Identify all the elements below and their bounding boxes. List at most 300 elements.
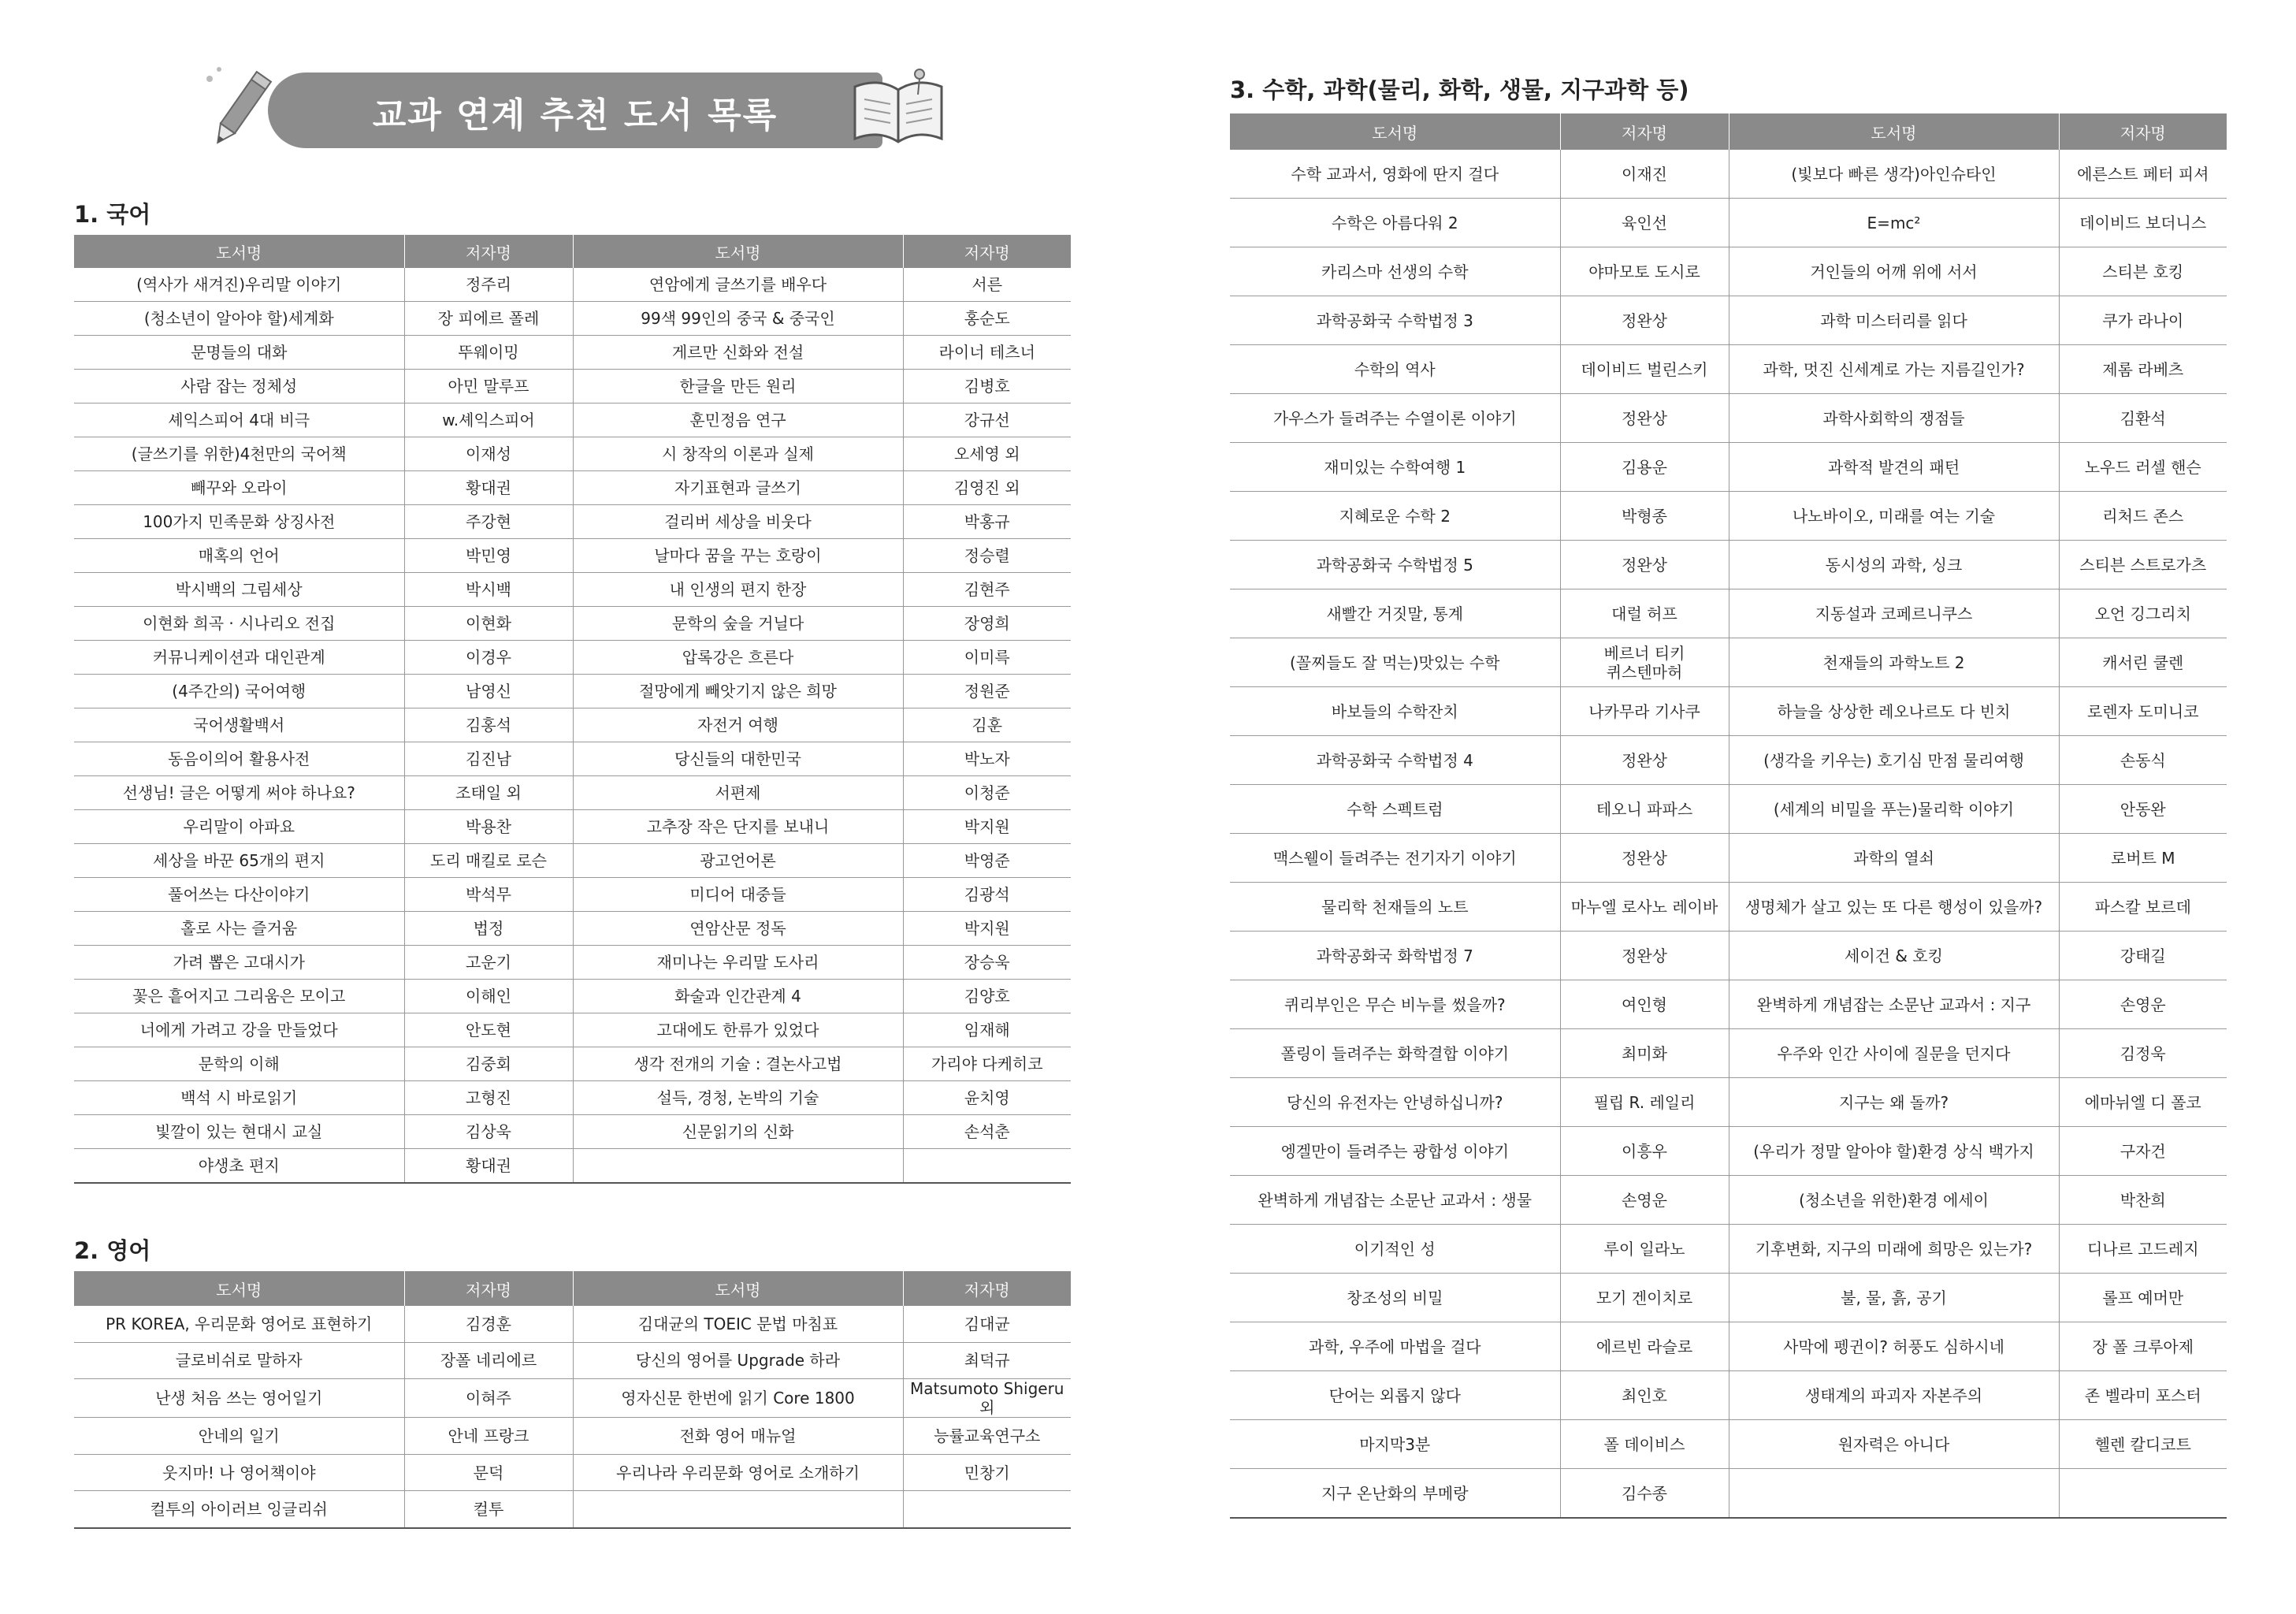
- author-cell: 박석무: [404, 878, 573, 912]
- author-cell: 데이비드 벌린스키: [1560, 345, 1729, 394]
- book-title-cell: 전화 영어 매뉴얼: [573, 1418, 903, 1455]
- book-title-cell: 박시백의 그림세상: [74, 573, 404, 607]
- table-row: [74, 844, 1071, 878]
- author-cell: 남영신: [404, 675, 573, 708]
- book-title-cell: 마지막3분: [1230, 1420, 1560, 1469]
- book-title-cell: 이현화 희곡 · 시나리오 전집: [74, 607, 404, 641]
- table-row: [74, 1149, 1071, 1184]
- book-title-cell: 과학의 열쇠: [1729, 834, 2059, 883]
- author-cell: 정완상: [1560, 834, 1729, 883]
- table-row: [74, 1342, 1071, 1379]
- author-cell: 박찬희: [2059, 1176, 2227, 1225]
- book-title-cell: (청소년을 위한)환경 에세이: [1729, 1176, 2059, 1225]
- book-title-cell: 셰익스피어 4대 비극: [74, 404, 404, 437]
- author-cell: 최덕규: [903, 1342, 1071, 1379]
- author-cell: 디나르 고드레지: [2059, 1225, 2227, 1274]
- book-title-cell: 재미나는 우리말 도사리: [573, 946, 903, 980]
- author-cell: 야마모토 도시로: [1560, 247, 1729, 296]
- table-row: [1230, 1078, 2227, 1127]
- author-cell: 필립 R. 레일리: [1560, 1078, 1729, 1127]
- table-row: [74, 370, 1071, 404]
- book-title-cell: 지혜로운 수학 2: [1230, 492, 1560, 541]
- author-cell: 김정욱: [2059, 1029, 2227, 1078]
- table-row: [1230, 1274, 2227, 1322]
- book-title-cell: 문학의 이해: [74, 1047, 404, 1081]
- author-cell: 루이 일라노: [1560, 1225, 1729, 1274]
- book-title-cell: 과학 미스터리를 읽다: [1729, 296, 2059, 345]
- book-title-cell: 절망에게 빼앗기지 않은 희망: [573, 675, 903, 708]
- section-title-korean: 1. 국어: [74, 201, 151, 228]
- table-row: [1230, 638, 2227, 687]
- table-row: [1230, 541, 2227, 589]
- table-row: [74, 1081, 1071, 1115]
- author-cell: 김상욱: [404, 1115, 573, 1149]
- table-row: [74, 878, 1071, 912]
- table-row: [1230, 443, 2227, 492]
- book-title-cell: 수학의 역사: [1230, 345, 1560, 394]
- book-title-cell: 과학적 발견의 패턴: [1729, 443, 2059, 492]
- table-row: [1230, 199, 2227, 247]
- column-header: 도서명: [573, 235, 903, 268]
- table-row: [74, 641, 1071, 675]
- author-cell: 이현화: [404, 607, 573, 641]
- author-cell: 모기 겐이치로: [1560, 1274, 1729, 1322]
- author-cell: 정원준: [903, 675, 1071, 708]
- author-cell: 쿠가 라나이: [2059, 296, 2227, 345]
- author-cell: 김광석: [903, 878, 1071, 912]
- book-title-cell: (4주간의) 국어여행: [74, 675, 404, 708]
- book-title-cell: 폴링이 들려주는 화학결합 이야기: [1230, 1029, 1560, 1078]
- book-title-cell: 카리스마 선생의 수학: [1230, 247, 1560, 296]
- column-header: 저자명: [2059, 113, 2227, 150]
- author-cell: 라이너 테츠너: [903, 336, 1071, 370]
- author-cell: 손영운: [2059, 980, 2227, 1029]
- author-cell: 정완상: [1560, 296, 1729, 345]
- author-cell: 에르빈 라슬로: [1560, 1322, 1729, 1371]
- author-cell: 최인호: [1560, 1371, 1729, 1420]
- author-cell: 롤프 예머만: [2059, 1274, 2227, 1322]
- table-row: [1230, 1371, 2227, 1420]
- book-title-cell: 연암에게 글쓰기를 배우다: [573, 268, 903, 302]
- book-title-cell: 동시성의 과학, 싱크: [1729, 541, 2059, 589]
- book-title-cell: 가려 뽑은 고대시가: [74, 946, 404, 980]
- author-cell: 구자건: [2059, 1127, 2227, 1176]
- table-row: [1230, 492, 2227, 541]
- author-cell: 정완상: [1560, 541, 1729, 589]
- table-row: [74, 505, 1071, 539]
- title-banner: [268, 73, 882, 148]
- book-title-cell: 99색 99인의 중국 & 중국인: [573, 302, 903, 336]
- book-title-cell: 바보들의 수학잔치: [1230, 687, 1560, 736]
- author-cell: 고운기: [404, 946, 573, 980]
- author-cell: 에른스트 페터 피셔: [2059, 150, 2227, 199]
- table-row: [74, 1115, 1071, 1149]
- column-header: 도서명: [74, 235, 404, 268]
- table-row: [1230, 785, 2227, 834]
- book-title-cell: 야생초 편지: [74, 1149, 404, 1184]
- book-title-cell: 백석 시 바로읽기: [74, 1081, 404, 1115]
- book-title-cell: 생명체가 살고 있는 또 다른 행성이 있을까?: [1729, 883, 2059, 932]
- book-title-cell: 빛깔이 있는 현대시 교실: [74, 1115, 404, 1149]
- author-cell: 서른: [903, 268, 1071, 302]
- book-title-cell: (꼴찌들도 잘 먹는)맛있는 수학: [1230, 638, 1560, 687]
- author-cell: 법정: [404, 912, 573, 946]
- book-title-cell: 물리학 천재들의 노트: [1230, 883, 1560, 932]
- book-title-cell: 이기적인 성: [1230, 1225, 1560, 1274]
- book-title-cell: 창조성의 비밀: [1230, 1274, 1560, 1322]
- book-title-cell: 과학, 우주에 마법을 걸다: [1230, 1322, 1560, 1371]
- author-cell: 손영운: [1560, 1176, 1729, 1225]
- author-cell: 장영희: [903, 607, 1071, 641]
- author-cell: w.셰익스피어: [404, 404, 573, 437]
- author-cell: 스티븐 호킹: [2059, 247, 2227, 296]
- book-title-cell: (글쓰기를 위한)4천만의 국어책: [74, 437, 404, 471]
- column-header: 저자명: [404, 235, 573, 268]
- book-title-cell: 미디어 대중들: [573, 878, 903, 912]
- author-cell: 박홍규: [903, 505, 1071, 539]
- author-cell: 리처드 존스: [2059, 492, 2227, 541]
- book-title-cell: 신문읽기의 신화: [573, 1115, 903, 1149]
- book-title-cell: 연암산문 정독: [573, 912, 903, 946]
- table-row: [74, 1454, 1071, 1491]
- book-title-cell: 웃지마! 나 영어책이야: [74, 1454, 404, 1491]
- table-row: [1230, 1225, 2227, 1274]
- table-row: [1230, 296, 2227, 345]
- author-cell: 능률교육연구소: [903, 1418, 1071, 1455]
- table-row: [74, 810, 1071, 844]
- author-cell: 제롬 라베츠: [2059, 345, 2227, 394]
- book-title-cell: 지구 온난화의 부메랑: [1230, 1469, 1560, 1519]
- book-title-cell: 세상을 바꾼 65개의 편지: [74, 844, 404, 878]
- table-row: [74, 1418, 1071, 1455]
- table-row: [1230, 883, 2227, 932]
- author-cell: 김진남: [404, 742, 573, 776]
- book-title-cell: 지구는 왜 돌까?: [1729, 1078, 2059, 1127]
- table-row: [1230, 394, 2227, 443]
- book-title-cell: 생각 전개의 기술 : 결논사고법: [573, 1047, 903, 1081]
- book-title-cell: 수학 교과서, 영화에 딴지 걸다: [1230, 150, 1560, 199]
- book-title-cell: 걸리버 세상을 비웃다: [573, 505, 903, 539]
- author-cell: 로렌자 도미니코: [2059, 687, 2227, 736]
- book-title-cell: 김대균의 TOEIC 문법 마침표: [573, 1306, 903, 1342]
- book-title-cell: 사람 잡는 정체성: [74, 370, 404, 404]
- author-cell: 강태길: [2059, 932, 2227, 980]
- book-title-cell: (생각을 키우는) 호기심 만점 물리여행: [1729, 736, 2059, 785]
- table-row: [74, 302, 1071, 336]
- book-title-cell: 화술과 인간관계 4: [573, 980, 903, 1013]
- author-cell: 정완상: [1560, 394, 1729, 443]
- table-row: [1230, 980, 2227, 1029]
- author-cell: 문덕: [404, 1454, 573, 1491]
- author-cell: 대럴 허프: [1560, 589, 1729, 638]
- author-cell: 민창기: [903, 1454, 1071, 1491]
- book-title-cell: 엥겔만이 들려주는 광합성 이야기: [1230, 1127, 1560, 1176]
- book-title-cell: 선생님! 글은 어떻게 써야 하나요?: [74, 776, 404, 810]
- book-title-cell: 수학은 아름다워 2: [1230, 199, 1560, 247]
- author-cell: 정완상: [1560, 736, 1729, 785]
- book-title-cell: (청소년이 알아야 할)세계화: [74, 302, 404, 336]
- book-title-cell: 설득, 경청, 논박의 기술: [573, 1081, 903, 1115]
- author-cell: 김용운: [1560, 443, 1729, 492]
- book-title-cell: E=mc²: [1729, 199, 2059, 247]
- author-cell: 안동완: [2059, 785, 2227, 834]
- book-title-cell: 원자력은 아니다: [1729, 1420, 2059, 1469]
- author-cell: 고형진: [404, 1081, 573, 1115]
- table-row: [74, 404, 1071, 437]
- open-book-icon: [847, 63, 949, 150]
- author-cell: 손석춘: [903, 1115, 1071, 1149]
- table-row: [74, 742, 1071, 776]
- book-title-cell: 고추장 작은 단지를 보내니: [573, 810, 903, 844]
- author-cell: 정주리: [404, 268, 573, 302]
- author-cell: 장폴 네리에르: [404, 1342, 573, 1379]
- author-cell: 이해인: [404, 980, 573, 1013]
- author-cell: 박영준: [903, 844, 1071, 878]
- author-cell: 아민 말루프: [404, 370, 573, 404]
- author-cell: [903, 1149, 1071, 1184]
- book-title-cell: 생태계의 파괴자 자본주의: [1729, 1371, 2059, 1420]
- author-cell: 홍순도: [903, 302, 1071, 336]
- book-title-cell: 단어는 외롭지 않다: [1230, 1371, 1560, 1420]
- table-row: [74, 539, 1071, 573]
- book-title-cell: 당신의 유전자는 안녕하십니까?: [1230, 1078, 1560, 1127]
- book-title-cell: 과학공화국 수학법정 3: [1230, 296, 1560, 345]
- column-header: 저자명: [1560, 113, 1729, 150]
- table-row: [1230, 687, 2227, 736]
- book-title-cell: 서편제: [573, 776, 903, 810]
- table-row: [1230, 1176, 2227, 1225]
- book-title-cell: 우리나라 우리문화 영어로 소개하기: [573, 1454, 903, 1491]
- book-title-cell: 나노바이오, 미래를 여는 기술: [1729, 492, 2059, 541]
- book-title-cell: 날마다 꿈을 꾸는 호랑이: [573, 539, 903, 573]
- table-row: [74, 1013, 1071, 1047]
- author-cell: 김홍석: [404, 708, 573, 742]
- book-title-cell: 안네의 일기: [74, 1418, 404, 1455]
- book-title-cell: (세계의 비밀을 푸는)물리학 이야기: [1729, 785, 2059, 834]
- author-cell: 박지원: [903, 810, 1071, 844]
- table-row: [74, 912, 1071, 946]
- table-row: [1230, 1322, 2227, 1371]
- book-title-cell: 하늘을 상상한 레오나르도 다 빈치: [1729, 687, 2059, 736]
- book-title-cell: 과학사회학의 쟁점들: [1729, 394, 2059, 443]
- table-row: [74, 776, 1071, 810]
- table-row: [74, 607, 1071, 641]
- author-cell: 박지원: [903, 912, 1071, 946]
- author-cell: 주강현: [404, 505, 573, 539]
- book-title-cell: 자기표현과 글쓰기: [573, 471, 903, 505]
- book-title-cell: 문명들의 대화: [74, 336, 404, 370]
- author-cell: 강규선: [903, 404, 1071, 437]
- book-title-cell: 수학 스펙트럼: [1230, 785, 1560, 834]
- author-cell: 김병호: [903, 370, 1071, 404]
- table-row: [74, 675, 1071, 708]
- book-title-cell: 국어생활백서: [74, 708, 404, 742]
- author-cell: 캐서린 쿨렌: [2059, 638, 2227, 687]
- author-cell: 정완상: [1560, 932, 1729, 980]
- book-title-cell: 게르만 신화와 전설: [573, 336, 903, 370]
- author-cell: 김대균: [903, 1306, 1071, 1342]
- column-header: 저자명: [903, 1271, 1071, 1306]
- book-title-cell: 지동설과 코페르니쿠스: [1729, 589, 2059, 638]
- table-row: [1230, 736, 2227, 785]
- section-title-english: 2. 영어: [74, 1237, 151, 1264]
- table-row: [1230, 1029, 2227, 1078]
- table-row: [74, 471, 1071, 505]
- author-cell: 가리야 다케히코: [903, 1047, 1071, 1081]
- book-title-cell: 과학, 멋진 신세계로 가는 지름길인가?: [1729, 345, 2059, 394]
- author-cell: 헬렌 칼디코트: [2059, 1420, 2227, 1469]
- author-cell: 박용찬: [404, 810, 573, 844]
- book-title-cell: 풀어쓰는 다산이야기: [74, 878, 404, 912]
- table-row: [74, 1047, 1071, 1081]
- page-title: 교과 연계 추천 도서 목록: [372, 95, 778, 136]
- book-title-cell: 천재들의 과학노트 2: [1729, 638, 2059, 687]
- table-row: [1230, 1469, 2227, 1519]
- author-cell: 장 폴 크루아제: [2059, 1322, 2227, 1371]
- author-cell: 여인형: [1560, 980, 1729, 1029]
- book-title-cell: 훈민정음 연구: [573, 404, 903, 437]
- author-cell: 김수종: [1560, 1469, 1729, 1519]
- column-header: 저자명: [903, 235, 1071, 268]
- author-cell: 뚜웨이밍: [404, 336, 573, 370]
- author-cell: 오언 깅그리치: [2059, 589, 2227, 638]
- science-book-table: [1230, 113, 2227, 1519]
- author-cell: 박민영: [404, 539, 573, 573]
- column-header: 도서명: [1230, 113, 1560, 150]
- book-title-cell: 우리말이 아파요: [74, 810, 404, 844]
- book-title-cell: 완벽하게 개념잡는 소문난 교과서 : 지구: [1729, 980, 2059, 1029]
- table-row: [1230, 150, 2227, 199]
- book-title-cell: 과학공화국 수학법정 4: [1230, 736, 1560, 785]
- table-row: [1230, 345, 2227, 394]
- author-cell: 임재해: [903, 1013, 1071, 1047]
- author-cell: 존 벨라미 포스터: [2059, 1371, 2227, 1420]
- table-row: [74, 1491, 1071, 1528]
- section-title-science: 3. 수학, 과학(물리, 화학, 생물, 지구과학 등): [1230, 76, 1689, 103]
- author-cell: 파스칼 보르데: [2059, 883, 2227, 932]
- author-cell: 로버트 M: [2059, 834, 2227, 883]
- author-cell: 박형종: [1560, 492, 1729, 541]
- book-title-cell: [573, 1149, 903, 1184]
- book-title-cell: 가우스가 들려주는 수열이론 이야기: [1230, 394, 1560, 443]
- book-title-cell: 꽃은 흩어지고 그리움은 모이고: [74, 980, 404, 1013]
- book-title-cell: 빼꾸와 오라이: [74, 471, 404, 505]
- author-cell: 장 피에르 폴레: [404, 302, 573, 336]
- author-cell: 나카무라 기사쿠: [1560, 687, 1729, 736]
- author-cell: 노우드 러셀 핸슨: [2059, 443, 2227, 492]
- table-row: [1230, 1127, 2227, 1176]
- book-title-cell: 동음이의어 활용사전: [74, 742, 404, 776]
- right-page: [1148, 0, 2296, 1614]
- book-title-cell: 매혹의 언어: [74, 539, 404, 573]
- book-title-cell: 사막에 펭귄이? 허풍도 심하시네: [1729, 1322, 2059, 1371]
- author-cell: 손동식: [2059, 736, 2227, 785]
- book-title-cell: 재미있는 수학여행 1: [1230, 443, 1560, 492]
- table-row: [74, 268, 1071, 302]
- book-title-cell: 당신의 영어를 Upgrade 하라: [573, 1342, 903, 1379]
- author-cell: 이재성: [404, 437, 573, 471]
- book-title-cell: 영자신문 한번에 읽기 Core 1800: [573, 1379, 903, 1418]
- table-row: [74, 1306, 1071, 1342]
- author-cell: 김중회: [404, 1047, 573, 1081]
- book-title-cell: 난생 처음 쓰는 영어일기: [74, 1379, 404, 1418]
- author-cell: [2059, 1469, 2227, 1519]
- author-cell: 이재진: [1560, 150, 1729, 199]
- book-title-cell: (역사가 새겨진)우리말 이야기: [74, 268, 404, 302]
- author-cell: 베르너 티키 퀴스텐마허: [1560, 638, 1729, 687]
- book-title-cell: 문학의 숲을 거닐다: [573, 607, 903, 641]
- book-title-cell: 우주와 인간 사이에 질문을 던지다: [1729, 1029, 2059, 1078]
- book-title-cell: 맥스웰이 들려주는 전기자기 이야기: [1230, 834, 1560, 883]
- book-title-cell: 과학공화국 화학법정 7: [1230, 932, 1560, 980]
- author-cell: 안도현: [404, 1013, 573, 1047]
- column-header: 도서명: [1729, 113, 2059, 150]
- author-cell: 박노자: [903, 742, 1071, 776]
- author-cell: 테오니 파파스: [1560, 785, 1729, 834]
- author-cell: 안네 프랑크: [404, 1418, 573, 1455]
- author-cell: 이혀주: [404, 1379, 573, 1418]
- book-title-cell: 커뮤니케이션과 대인관계: [74, 641, 404, 675]
- book-title-cell: 글로비쉬로 말하자: [74, 1342, 404, 1379]
- author-cell: 정승렬: [903, 539, 1071, 573]
- korean-book-table: [74, 235, 1071, 1184]
- book-title-cell: 시 창작의 이론과 실제: [573, 437, 903, 471]
- book-title-cell: (우리가 정말 알아야 할)환경 상식 백가지: [1729, 1127, 2059, 1176]
- author-cell: 이흥우: [1560, 1127, 1729, 1176]
- author-cell: 스티븐 스트로가츠: [2059, 541, 2227, 589]
- table-row: [74, 1379, 1071, 1418]
- author-cell: 박시백: [404, 573, 573, 607]
- column-header: 도서명: [74, 1271, 404, 1306]
- author-cell: 김훈: [903, 708, 1071, 742]
- book-title-cell: 퀴리부인은 무슨 비누를 썼을까?: [1230, 980, 1560, 1029]
- column-header: 저자명: [404, 1271, 573, 1306]
- table-row: [74, 437, 1071, 471]
- author-cell: 에마뉘엘 디 폴코: [2059, 1078, 2227, 1127]
- book-title-cell: 과학공화국 수학법정 5: [1230, 541, 1560, 589]
- author-cell: 김경훈: [404, 1306, 573, 1342]
- table-row: [1230, 247, 2227, 296]
- book-title-cell: 기후변화, 지구의 미래에 희망은 있는가?: [1729, 1225, 2059, 1274]
- author-cell: 김현주: [903, 573, 1071, 607]
- book-title-cell: 100가지 민족문화 상징사전: [74, 505, 404, 539]
- table-row: [1230, 589, 2227, 638]
- book-title-cell: 홀로 사는 즐거움: [74, 912, 404, 946]
- book-title-cell: 불, 물, 흙, 공기: [1729, 1274, 2059, 1322]
- author-cell: 조태일 외: [404, 776, 573, 810]
- table-row: [74, 980, 1071, 1013]
- book-title-cell: 세이건 & 호킹: [1729, 932, 2059, 980]
- table-row: [1230, 1420, 2227, 1469]
- author-cell: 이경우: [404, 641, 573, 675]
- book-title-cell: 압록강은 흐른다: [573, 641, 903, 675]
- book-title-cell: PR KOREA, 우리문화 영어로 표현하기: [74, 1306, 404, 1342]
- author-cell: 황대권: [404, 1149, 573, 1184]
- book-title-cell: 완벽하게 개념잡는 소문난 교과서 : 생물: [1230, 1176, 1560, 1225]
- table-row: [74, 946, 1071, 980]
- table-row: [74, 708, 1071, 742]
- book-title-cell: 새빨간 거짓말, 통계: [1230, 589, 1560, 638]
- author-cell: 윤치영: [903, 1081, 1071, 1115]
- table-row: [74, 336, 1071, 370]
- table-row: [1230, 834, 2227, 883]
- author-cell: 컬투: [404, 1491, 573, 1528]
- book-title-cell: (빛보다 빠른 생각)아인슈타인: [1729, 150, 2059, 199]
- book-title-cell: 광고언어론: [573, 844, 903, 878]
- author-cell: 마누엘 로사노 레이바: [1560, 883, 1729, 932]
- book-title-cell: 고대에도 한류가 있었다: [573, 1013, 903, 1047]
- author-cell: 최미화: [1560, 1029, 1729, 1078]
